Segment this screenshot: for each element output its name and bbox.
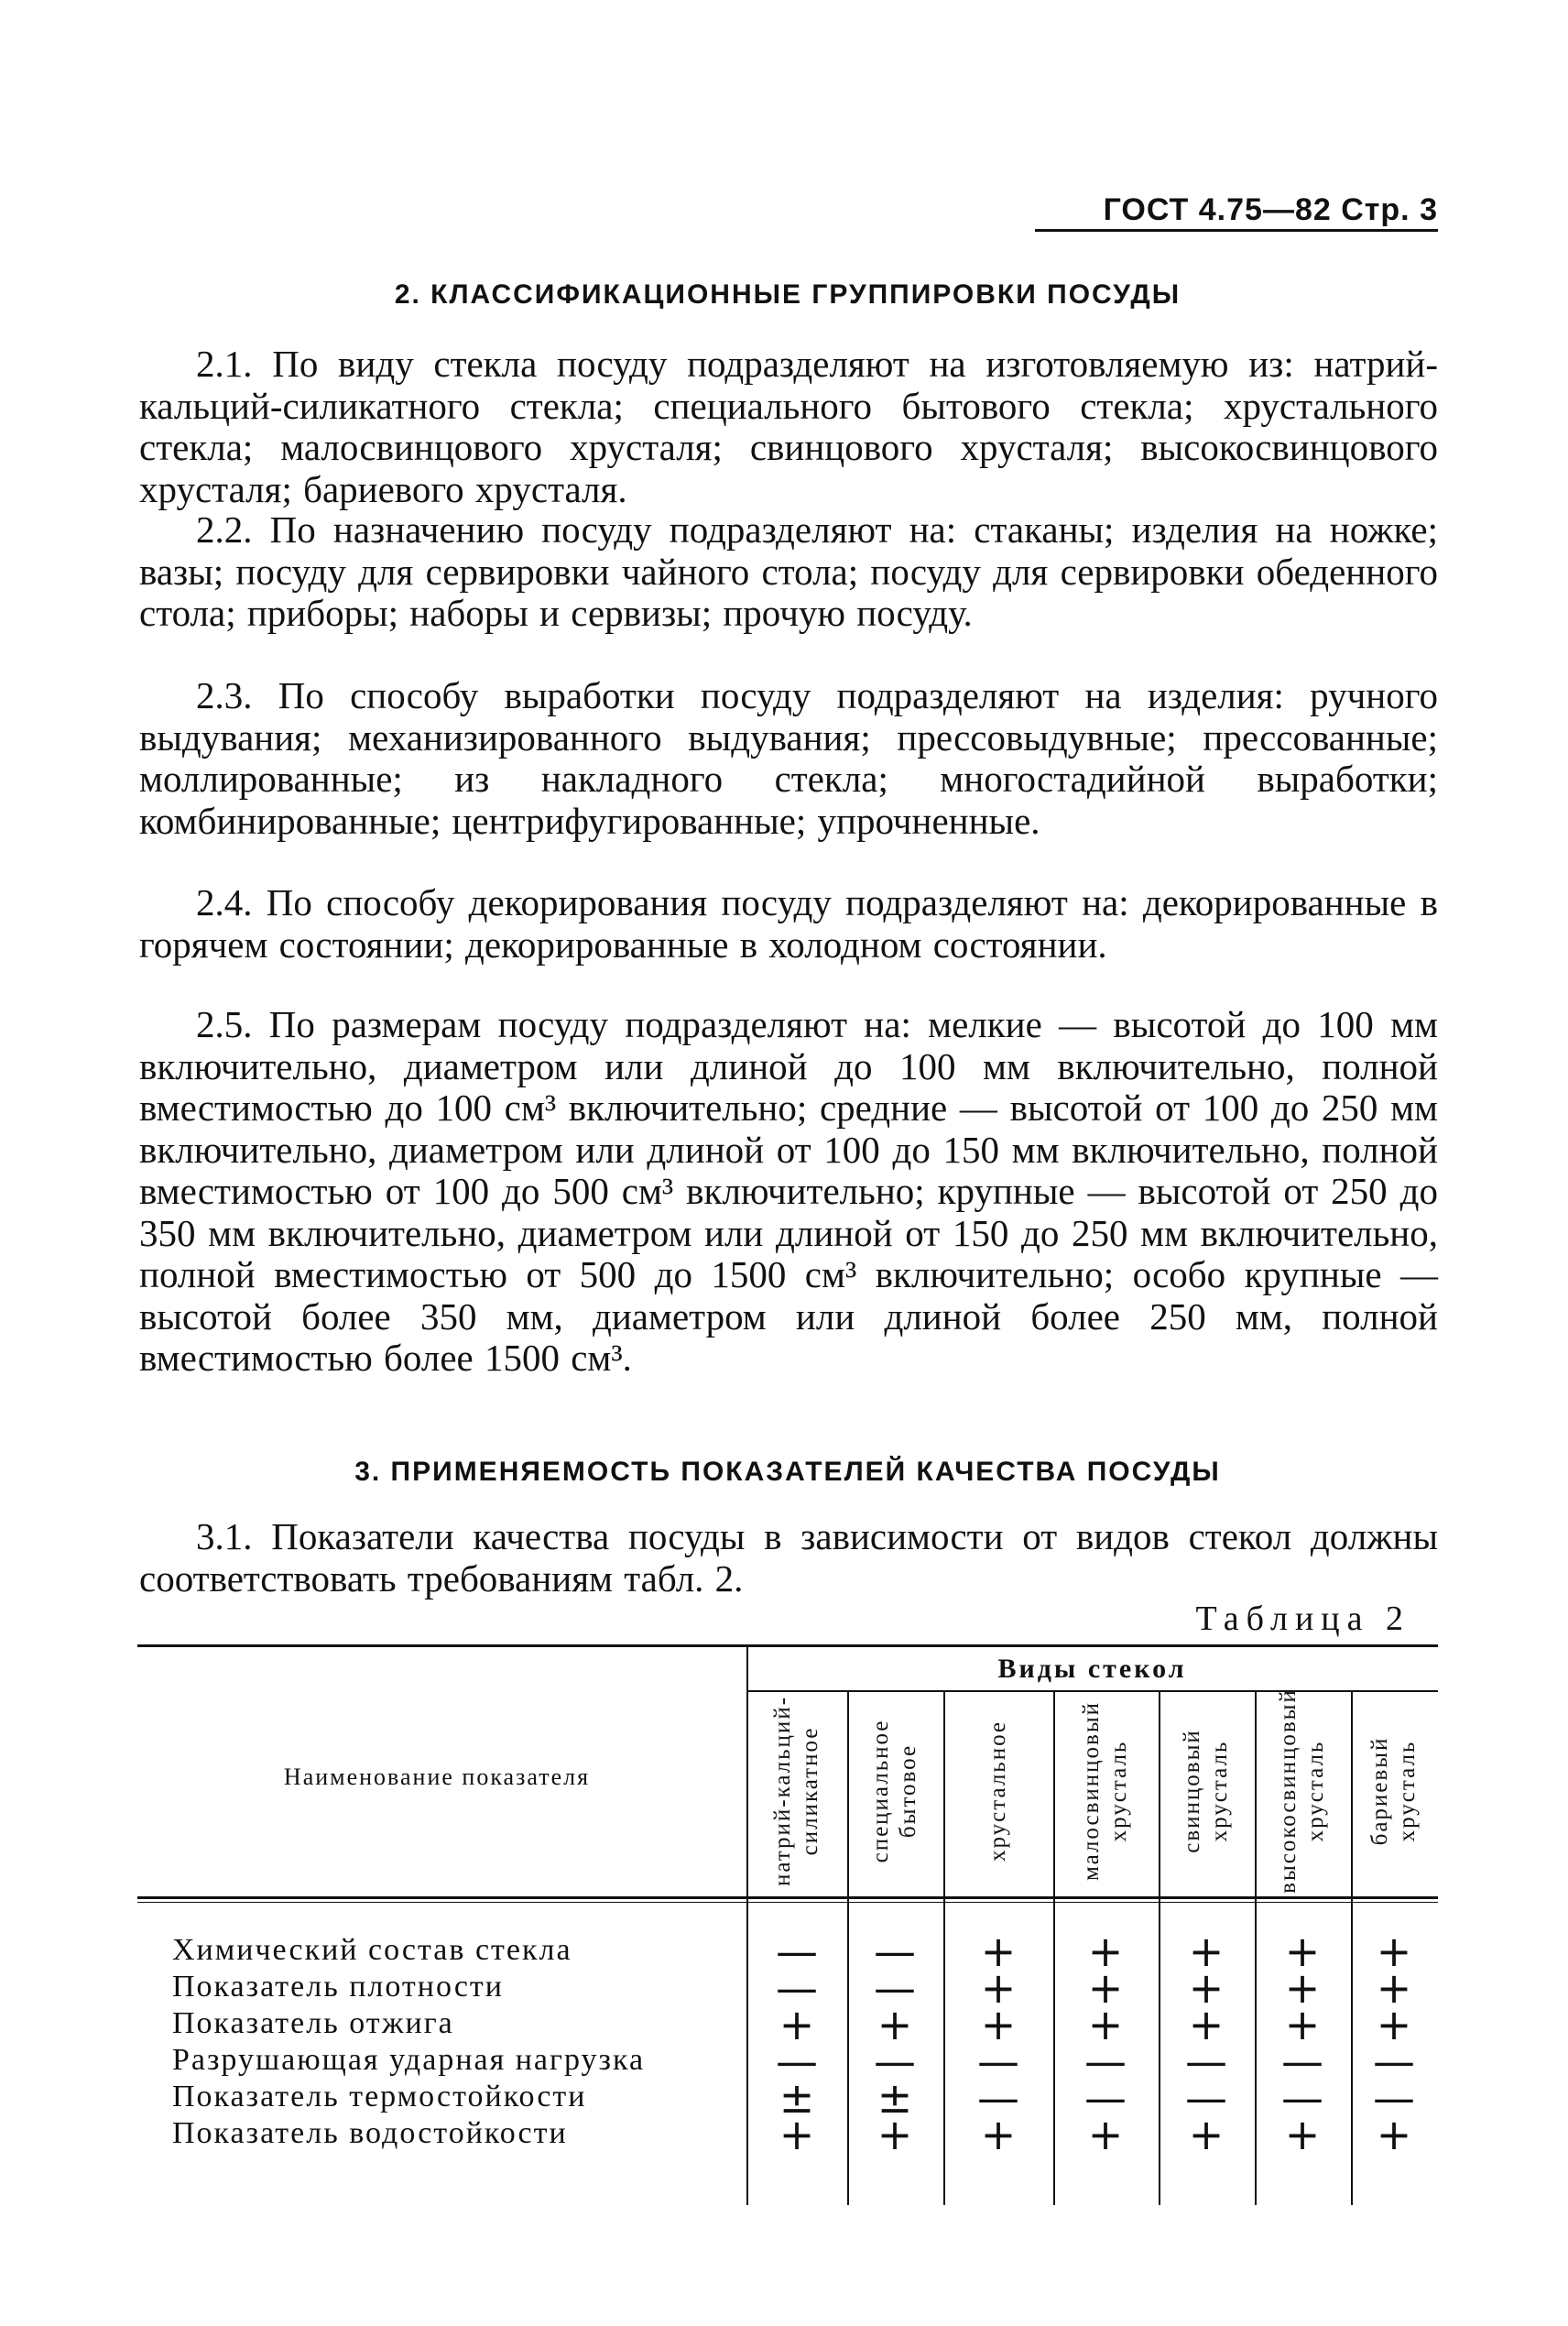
table-vline	[847, 1692, 849, 2205]
paragraph-2-5: 2.5. По размерам посуду подразделяют на: мелкие — высотой до 100 мм включительно, диаметром или длиной до 100 мм включительно, полной вместимостью до 100 см³ включительно; средние — высотой от 100 до 250 мм включительно, диаметром или длиной от 100 до 150 мм включительно, полной вместимостью от 100 до 500 см³ включительно; крупные — высотой от 250 до 350 мм включительно, диаметром или длиной от 150 до 250 мм включительно, полной вместимостью от 500 до 1500 см³ включительно; особо крупные — высотой более 350 мм, диаметром или длиной более 250 мм, полной вместимостью более 1500 см³.	[139, 1003, 1438, 1379]
table-cell: +	[1188, 2110, 1225, 2159]
table-cell: —	[1084, 2037, 1127, 2086]
table-cell: ±	[877, 2073, 913, 2123]
row-name: Показатель плотности	[172, 1970, 504, 2004]
table-column-header: свинцовый хрусталь	[1180, 1729, 1232, 1853]
table-cell: +	[980, 1927, 1017, 1976]
table-cell: +	[1188, 2000, 1225, 2049]
table-column-header: специальное бытовое	[868, 1719, 920, 1863]
table-column-header: бариевый хрусталь	[1367, 1736, 1420, 1846]
table-cell: —	[776, 1927, 818, 1976]
row-name: Разрушающая ударная нагрузка	[172, 2043, 646, 2077]
paragraph-2-1: 2.1. По виду стекла посуду подразделяют на изготовляемую из: натрий-кальций-силикатного стекла; специального бытового стекла; хрустального стекла; малосвинцового хрусталя; свинцового хрусталя; высокосвинцового хрусталя; бариевого хрусталя.	[139, 343, 1438, 510]
table-cell: +	[1284, 1963, 1321, 2013]
row-name: Химический состав стекла	[172, 1933, 572, 1967]
table-cell: —	[874, 1963, 916, 2013]
table-cell: —	[977, 2073, 1019, 2123]
table-cell: +	[1284, 2110, 1321, 2159]
table-cell: —	[874, 1927, 916, 1976]
paragraph-2-2: 2.2. По назначению посуду подразделяют на: стаканы; изделия на ножке; вазы; посуду для сервировки чайного стола; посуду для сервировки обеденного стола; приборы; наборы и сервизы; прочую посуду.	[139, 508, 1438, 634]
section-2-title: 2. КЛАССИФИКАЦИОННЫЕ ГРУППИРОВКИ ПОСУДЫ	[394, 279, 1181, 310]
table-cell: —	[1281, 2037, 1323, 2086]
table-cell: —	[1084, 2073, 1127, 2123]
table-group-header: Виды стекол	[997, 1654, 1187, 1684]
paragraph-2-4: 2.4. По способу декорирования посуду подразделяют на: декорированные в горячем состоянии; декорированные в холодном состоянии.	[139, 881, 1438, 966]
table-cell: —	[1373, 2037, 1415, 2086]
table-column-header: малосвинцовый хрусталь	[1079, 1700, 1131, 1882]
table-cell: +	[980, 1963, 1017, 2013]
table-cell: +	[1376, 1927, 1412, 1976]
table-cell: +	[779, 2000, 815, 2049]
table-cell: +	[980, 2110, 1017, 2159]
page-header: ГОСТ 4.75—82 Стр. 3	[1103, 192, 1438, 227]
table-column-header: высокосвинцовый хрусталь	[1276, 1688, 1328, 1894]
table-cell: +	[1284, 1927, 1321, 1976]
table-caption: Таблица 2	[1195, 1600, 1410, 1638]
table-cell: +	[1087, 2110, 1124, 2159]
table-header-rule	[137, 1896, 1438, 1899]
table-cell: +	[1376, 2000, 1412, 2049]
table-cell: +	[1376, 1963, 1412, 2013]
table-cell: +	[980, 2000, 1017, 2049]
table-cell: —	[977, 2037, 1019, 2086]
table-cell: +	[1087, 2000, 1124, 2049]
row-name: Показатель термостойкости	[172, 2080, 587, 2113]
table-cell: —	[776, 2037, 818, 2086]
row-name: Показатель водостойкости	[172, 2116, 568, 2150]
table-cell: —	[1185, 2073, 1227, 2123]
section-3-title: 3. ПРИМЕНЯЕМОСТЬ ПОКАЗАТЕЛЕЙ КАЧЕСТВА ПОСУДЫ	[354, 1457, 1221, 1487]
table-top-rule	[137, 1644, 1438, 1647]
table-cell: +	[1188, 1963, 1225, 2013]
table-vline	[1255, 1692, 1257, 2205]
table-cell: +	[1284, 2000, 1321, 2049]
table-vline	[1053, 1692, 1055, 2205]
table-header-rule-thin	[137, 1902, 1438, 1903]
table-cell: +	[779, 2110, 815, 2159]
table-vline	[943, 1692, 945, 2205]
header-rule	[1035, 229, 1438, 232]
table-cell: —	[874, 2037, 916, 2086]
table-cell: ±	[779, 2073, 815, 2123]
paragraph-3-1: 3.1. Показатели качества посуды в зависимости от видов стекол должны соответствовать требованиям табл. 2.	[139, 1515, 1438, 1600]
table-cell: —	[1373, 2073, 1415, 2123]
table-cell: +	[877, 2000, 913, 2049]
table-name-header: Наименование показателя	[283, 1764, 591, 1790]
table-column-header: натрий-кальций-силикатное	[770, 1695, 822, 1887]
row-name: Показатель отжига	[172, 2006, 454, 2040]
paragraph-2-3: 2.3. По способу выработки посуду подразделяют на изделия: ручного выдувания; механизированного выдувания; прессовыдувные; прессованные; моллированные; из накладного стекла; многостадийной выработки; комбинированные; центрифугированные; упрочненные.	[139, 674, 1438, 842]
table-cell: —	[1185, 2037, 1227, 2086]
table-vline	[1159, 1692, 1160, 2205]
table-cell: —	[776, 1963, 818, 2013]
table-vline-main	[746, 1646, 748, 2205]
table-cell: —	[1281, 2073, 1323, 2123]
table-cell: +	[877, 2110, 913, 2159]
table-cell: +	[1087, 1927, 1124, 1976]
table-cell: +	[1087, 1963, 1124, 2013]
table-cell: +	[1376, 2110, 1412, 2159]
table-cell: +	[1188, 1927, 1225, 1976]
table-column-header: хрустальное	[985, 1720, 1010, 1862]
